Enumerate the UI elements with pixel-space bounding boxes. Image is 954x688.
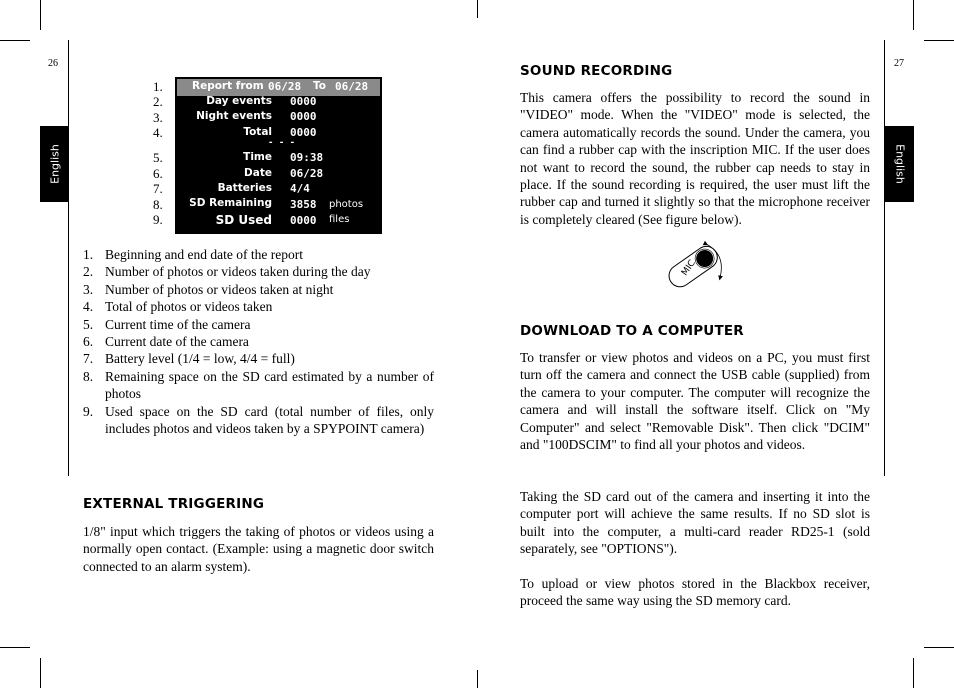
sd-used-label: SD Used xyxy=(215,213,272,227)
crop-mark xyxy=(40,0,41,30)
list-item: 3. Number of photos or videos taken at night xyxy=(83,281,334,297)
mic-cap-icon xyxy=(660,240,728,290)
report-to-label: To xyxy=(313,80,326,92)
screen-line-number: 7. xyxy=(153,181,163,196)
crop-mark xyxy=(40,658,41,688)
sd-remaining-value: 3858 xyxy=(290,198,317,211)
time-value: 09:38 xyxy=(290,151,324,164)
crop-mark xyxy=(924,40,954,41)
crop-mark xyxy=(924,647,954,648)
night-events-value: 0000 xyxy=(290,110,317,123)
download-text-3: To upload or view photos stored in the Blackbox receiver, proceed the same way using the SD memory card. xyxy=(520,576,870,609)
separator-dashes: - - - xyxy=(268,138,296,148)
download-text-1: To transfer or view photos and videos on a PC, you must first turn off the camera and connect the USB cable (supplied) from the camera to your computer. The computer will recognize the camera and will install the software itself. Click on "My Computer" and select "Removable Disk". Then click "DCIM" and "100DSCIM" to find all your photos and videos. xyxy=(520,350,870,453)
batteries-value: 4/4 xyxy=(290,182,310,195)
screen-line-number: 1. xyxy=(153,79,163,94)
report-legend-list xyxy=(83,246,434,437)
crop-mark xyxy=(0,40,30,41)
list-item: 1. Beginning and end date of the report xyxy=(83,247,303,262)
night-events-label: Night events xyxy=(196,110,272,122)
mic-cap-figure xyxy=(660,240,728,290)
language-tab-label: English xyxy=(893,144,906,184)
day-events-value: 0000 xyxy=(290,95,317,108)
download-heading: DOWNLOAD TO A COMPUTER xyxy=(520,323,744,339)
language-tab-left xyxy=(40,126,69,202)
mic-label: MIC xyxy=(680,258,698,278)
day-events-label: Day events xyxy=(206,95,272,107)
crop-mark xyxy=(913,658,914,688)
sound-recording-heading: SOUND RECORDING xyxy=(520,63,673,79)
screen-line-number: 8. xyxy=(153,197,163,212)
report-from-date: 06/28 xyxy=(268,80,302,93)
sd-remaining-unit: photos xyxy=(329,199,364,210)
language-tab-label: English xyxy=(48,144,61,184)
sd-used-value: 0000 xyxy=(290,214,317,227)
screen-line-number: 3. xyxy=(153,110,163,125)
batteries-label: Batteries xyxy=(217,182,272,194)
crop-mark xyxy=(477,0,478,18)
list-item: 7. Battery level (1/4 = low, 4/4 = full) xyxy=(83,351,295,367)
list-item: 6. Current date of the camera xyxy=(83,334,249,350)
external-triggering-heading: EXTERNAL TRIGGERING xyxy=(83,496,265,512)
time-label: Time xyxy=(243,151,272,163)
report-to-date: 06/28 xyxy=(335,80,369,93)
screen-line-number: 9. xyxy=(153,212,163,227)
right-margin-line xyxy=(884,40,885,476)
screen-line-number: 4. xyxy=(153,125,163,140)
screen-line-number: 2. xyxy=(153,94,163,109)
list-item: 5. Current time of the camera xyxy=(83,316,251,332)
date-label: Date xyxy=(244,167,272,179)
total-label: Total xyxy=(243,126,272,138)
page-number-left: 26 xyxy=(48,58,58,69)
crop-mark xyxy=(913,0,914,30)
sd-remaining-label: SD Remaining xyxy=(189,197,272,209)
sd-used-unit: files xyxy=(329,214,350,225)
page-number-right: 27 xyxy=(894,58,904,69)
screen-line-number: 5. xyxy=(153,150,163,165)
camera-report-screen xyxy=(175,77,382,234)
report-from-label: Report from xyxy=(192,80,264,92)
list-item: 9. Used space on the SD card (total number of files, only includes photos and videos taken by a SPYPOINT camera) xyxy=(83,403,434,437)
date-value: 06/28 xyxy=(290,167,324,180)
list-item: 4. Total of photos or videos taken xyxy=(83,299,273,315)
external-triggering-text: 1/8" input which triggers the taking of photos or videos using a normally open contact. (Example: using a magnetic door switch connected to an alarm system). xyxy=(83,524,434,574)
list-item: 2. Number of photos or videos taken during the day xyxy=(83,264,371,280)
sound-recording-text: This camera offers the possibility to record the sound in "VIDEO" mode. When the "VIDEO" mode is selected, the camera automatically records the sound. Under the camera, you can find a rubber cap with the inscription MIC. If the user does not want to record the sound, the rubber cap needs to stay in place. If the sound recording is required, the user must lift the rubber cap and turned it slightly so that the microphone receiver is completely cleared (See figure below). xyxy=(520,90,870,227)
screen-line-number: 6. xyxy=(153,166,163,181)
list-item: 8. Remaining space on the SD card estimated by a number of photos xyxy=(83,368,434,402)
total-value: 0000 xyxy=(290,126,317,139)
download-text-2: Taking the SD card out of the camera and inserting it into the computer port will achieve the same results. If no SD slot is built into the computer, a multi-card reader RD25-1 (sold separately, see "OPTIONS"). xyxy=(520,489,870,557)
crop-mark xyxy=(477,670,478,688)
left-margin-line xyxy=(68,40,69,476)
crop-mark xyxy=(0,647,30,648)
language-tab-right xyxy=(885,126,914,202)
